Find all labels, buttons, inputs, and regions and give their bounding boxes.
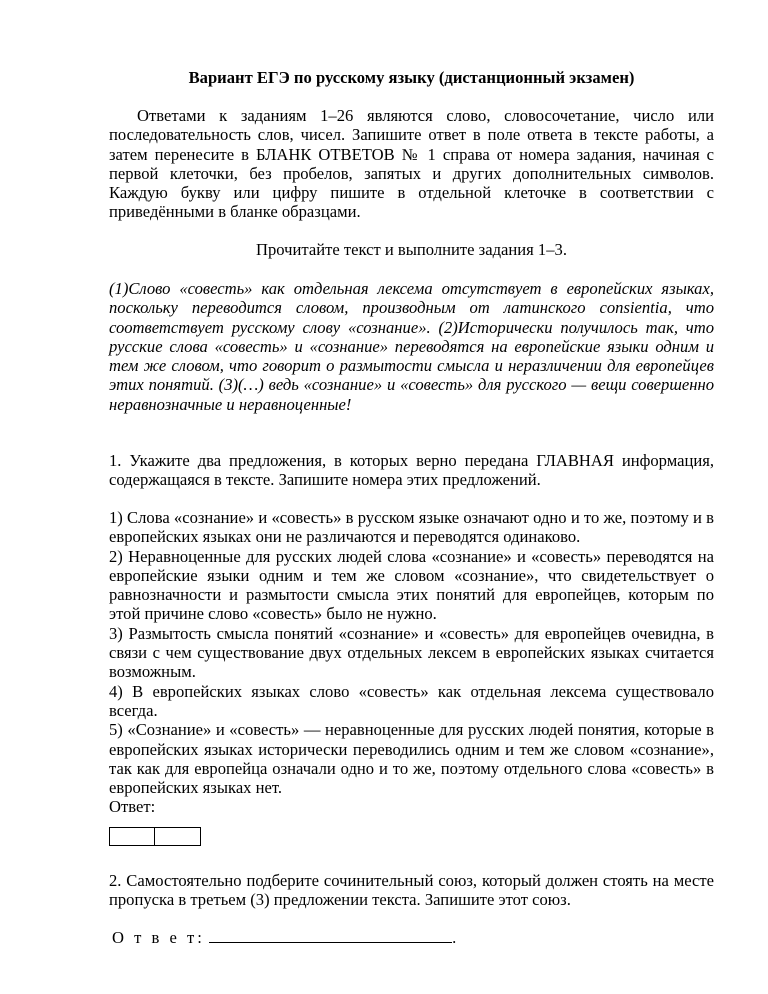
page-title: Вариант ЕГЭ по русскому языку (дистанционный экзамен)	[188, 68, 635, 87]
task1-option: 4) В европейских языках слово «совесть» как отдельная лексема существовало всегда.	[109, 681, 714, 720]
intro-paragraph: Ответами к заданиям 1–26 являются слово, словосочетание, число или последовательность слов, чисел. Запишите ответ в поле ответа в тексте работы, а затем перенесите в БЛАНК ОТВЕТОВ № 1 справа от номера задания, начиная с первой клеточки, без пробелов, запятых и других дополнительных символов. Каждую букву или цифру пишите в отдельной клеточке в соответствии с приведёнными в бланке образцами.	[109, 106, 714, 222]
task2-answer-line	[112, 927, 717, 947]
task1-answer-label: Ответ:	[109, 797, 156, 817]
answer-cell[interactable]	[109, 827, 155, 846]
answer-cell[interactable]	[155, 827, 201, 846]
task1-options	[109, 508, 714, 817]
source-text: (1)Слово «совесть» как отдельная лексема отсутствует в европейских языках, поскольку переводится словом, производным от латинского consientia, что соответствует русскому слову «сознание». (2)Исторически получилось так, что русские слова «совесть» и «сознание» переводятся на европейские языки одним и тем же словом, что говорит о размытости смысла и неразличении для европейцев этих понятий. (3)(…) ведь «сознание» и «совесть» для русского — вещи совершенно неравнозначные и неравноценные!	[109, 279, 714, 414]
task2-answer-end: .	[452, 927, 457, 947]
task1-option: 3) Размытость смысла понятий «сознание» и «совесть» для европейцев очевидна, в связи с чем существование двух отдельных лексем в европейских языках считается возможным.	[109, 623, 714, 682]
task1-option: 1) Слова «сознание» и «совесть» в русском языке означают одно и то же, поэтому и в европейских языках они не различаются и переводятся одинаково.	[109, 508, 714, 547]
task2-answer-label: О т в е т:	[112, 927, 205, 947]
task2-answer-blank[interactable]	[209, 927, 452, 943]
task1-answer-cells	[109, 827, 201, 846]
task1-option: 2) Неравноценные для русских людей слова «сознание» и «совесть» переводятся на европейские языки одним и тем же словом «сознание», что свидетельствует о равнозначности и размытости смысла этих понятий для европейцев, которым по этой причине слово «совесть» было не нужно.	[109, 546, 714, 624]
read-instruction: Прочитайте текст и выполните задания 1–3.	[256, 240, 567, 259]
task1-option: 5) «Сознание» и «совесть» — неравноценные для русских людей понятия, которые в европейских языках исторически переводились одним и тем же словом «сознание», так как для европейца означали одно и то же, поэтому отдельного слова «совесть» в европейских языках нет.	[109, 720, 714, 798]
task1-question: 1. Укажите два предложения, в которых верно передана ГЛАВНАЯ информация, содержащаяся в тексте. Запишите номера этих предложений.	[109, 451, 714, 490]
task2-question: 2. Самостоятельно подберите сочинительный союз, который должен стоять на месте пропуска в третьем (3) предложении текста. Запишите этот союз.	[109, 871, 714, 910]
